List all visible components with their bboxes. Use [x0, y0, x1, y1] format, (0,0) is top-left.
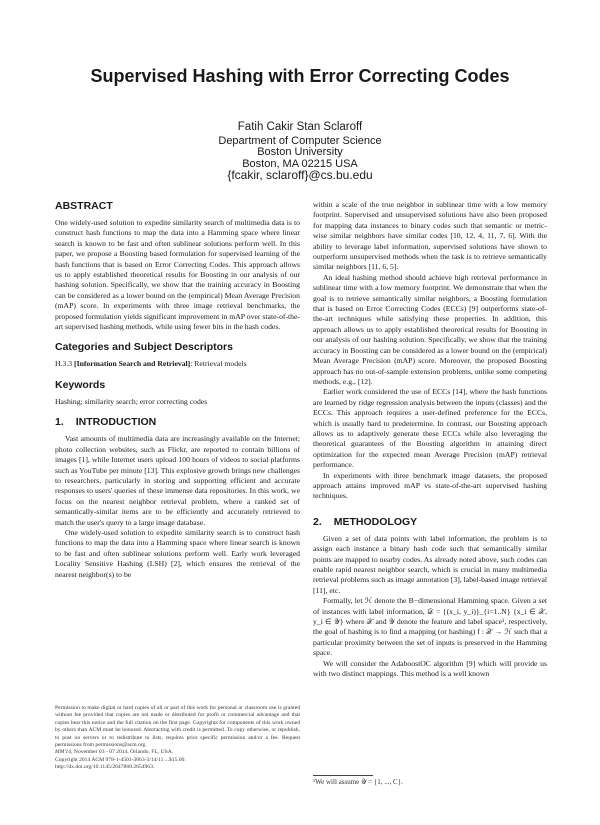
method-heading	[313, 516, 547, 529]
permission-block	[55, 705, 300, 772]
author-location: Boston, MA 02215 USA	[242, 157, 358, 170]
doi-link[interactable]: http://dx.doi.org/10.1145/2647868.2654963.	[55, 764, 155, 771]
keywords-text: Hashing; similarity search; error correcting codes	[55, 396, 208, 406]
categories-bold: [Information Search and Retrieval]	[74, 359, 191, 369]
method-paragraph-1: Given a set of data points with label information, the problem is to assign each instance a binary hash code such that semantically similar points are mapped to nearby codes. As already noted above, such codes can enable rapid nearest neighbor search, which is crucial in many multimedia retrieval problems such as image annotation [3], label-based image retrieval [11], etc.	[313, 533, 547, 595]
method-paragraph-3: We will consider the AdaboostOC algorithm [9] which will provide us with two distinct mappings. This method is a well known	[313, 658, 547, 679]
abstract-heading: ABSTRACT	[55, 200, 113, 212]
right-paragraph-4: In experiments with three benchmark image datasets, the proposed approach attains improved mAP vs state-of-the-art supervised hashing techniques.	[313, 470, 547, 501]
copyright-line: Copyright 2014 ACM 978-1-4503-3063-3/14/11 ...$15.00.	[55, 756, 186, 763]
method-number: 2.	[313, 515, 322, 528]
author-block	[0, 122, 600, 182]
footnote: ¹We will assume 𝒴 = {1, ..., C}.	[313, 778, 403, 786]
right-paragraph-3: Earlier work considered the use of ECCs [14], where the hash functions are learned by ridge regression analysis between the inputs (classes) and the ECCs. This approach requires a user-defined preference for the ECCs, which is usually hard to predetermine. In contrast, our Boosting approach allows us to adaptively generate these ECCs while also leveraging the theoretical guarantees of the Boosting algorithm in attaining direct optimization for the expected mean Average Precision (mAP) retrieval performance.	[313, 387, 547, 470]
venue-name: MM'14,	[55, 749, 73, 756]
left-column	[55, 200, 300, 580]
footnote-rule	[313, 775, 373, 776]
intro-title: INTRODUCTION	[75, 416, 157, 429]
paper-title: Supervised Hashing with Error Correcting Codes	[90, 66, 510, 86]
intro-paragraph-1: Vast amounts of multimedia data are increasingly available on the Internet; photo collection websites, such as Flickr, are reported to contain billions of images [1], while Internet users upload 100 hours of videos to social platforms such as YouTube per minute [13]. This explosive growth brings new challenges to researchers, particularly in storing and supporting efficient and accurate responses to users' queries of these immense data repositories. In this work, we focus on the nearest neighbor retrieval problem, where a ranked set of semantically-similar items are to be efficiently and accurately retrieved to match the user's query to a large image database.	[55, 434, 300, 527]
right-paragraph-2: An ideal hashing method should achieve high retrieval performance in sublinear time with a low memory footprint. We demonstrate that when the goal is to retrieve semantically similar neighbors, a Boosting formulation that is based on Error Correcting Codes (ECCs) [9] outperforms state-of-the-art techniques while satisfying these properties. In addition, this approach allows us to apply established theoretical results for Boosting in our analysis of our hashing solution. Specifically, we show that the training accuracy in Boosting can be considered as a lower bound on the (empirical) Mean Average Precision (mAP) score. Moreover, the proposed Boosting approach has no out-of-sample extension problems, unlike some competing methods, e.g., [12].	[313, 272, 547, 386]
intro-heading	[55, 416, 300, 429]
categories-rest: : Retrieval models	[190, 359, 247, 369]
venue-line	[55, 749, 300, 756]
venue-details: November 03 - 07 2014, Orlando, FL, USA.	[72, 749, 174, 756]
right-paragraph-1: within a scale of the true neighbor in sublinear time with a low memory footprint. Supervised and unsupervised solutions have also been proposed for mapping data instances to binary codes such that semantic or metric-wise similar neighbors have similar codes [10, 12, 4, 11, 7, 6]. With the ability to leverage label information, supervised solutions have shown to outperform unsupervised methods when the task is to retrieve semantically similar neighbors [11, 6, 5].	[313, 200, 547, 272]
abstract-text: One widely-used solution to expedite similarity search of multimedia data is to construct hash functions to map the data into a Hamming space where linear search is known to be fast and often sublinear solutions perform well. In this paper, we propose a Boosting based formulation for supervised learning of the hash functions that is based on Error Correcting Codes. This approach allows us to apply established theoretical results for Boosting in our analysis of our hashing solution. Specifically, we show that the training accuracy in Boosting can be considered as a lower bound on the (empirical) Mean Average Precision (mAP) score. In experiments with three image retrieval benchmarks, the proposed formulation yields significant improvement in mAP over state-of-the-art supervised hashing methods, while using fewer bits in the hash codes.	[55, 218, 300, 332]
method-paragraph-2: Formally, let ℋ denote the B−dimensional Hamming space. Given a set of instances with label information, 𝒟 = {(x_i, y_i)}_{i=1..N} {x_i ∈ 𝒳, y_i ∈ 𝒴} where 𝒳 and 𝒴 denote the feature and label space¹, respectively, the goal of hashing is to find a mapping (or hashing) f : 𝒳 → ℋ such that a particular proximity between the set of inputs is preserved in the Hamming space.	[313, 596, 547, 658]
categories-text	[55, 359, 300, 369]
intro-paragraph-2: One widely-used solution to expedite similarity search is to construct hash functions to map the data into a Hamming space where linear search is known to be fast and often sublinear solutions perform well. Early work leveraged Locality Sensitive Hashing (LSH) [2], which ensures the retrieval of the nearest neighbor(s) to be	[55, 527, 300, 579]
keywords-heading: Keywords	[55, 378, 106, 391]
author-names: Fatih Cakir Stan Sclaroff	[237, 121, 363, 133]
author-university: Boston University	[257, 146, 343, 158]
author-email: {fcakir, sclaroff}@cs.bu.edu	[227, 168, 373, 182]
permission-text: Permission to make digital or hard copies of all or part of this work for personal or classroom use is granted without fee provided that copies are not made or distributed for profit or commercial advantage and that copies bear this notice and the full citation on the first page. Copyrights for components of this work owned by others than ACM must be honored. Abstracting with credit is permitted. To copy otherwise, or republish, to post on servers or to redistribute to lists, requires prior specific permission and/or a fee. Request permissions from permissions@acm.org.	[55, 705, 300, 749]
intro-number: 1.	[55, 416, 64, 429]
categories-code: H.3.3	[55, 359, 75, 369]
categories-heading: Categories and Subject Descriptors	[55, 341, 233, 354]
author-department: Department of Computer Science	[218, 134, 382, 147]
right-column	[313, 200, 547, 679]
method-title: METHODOLOGY	[333, 515, 418, 528]
